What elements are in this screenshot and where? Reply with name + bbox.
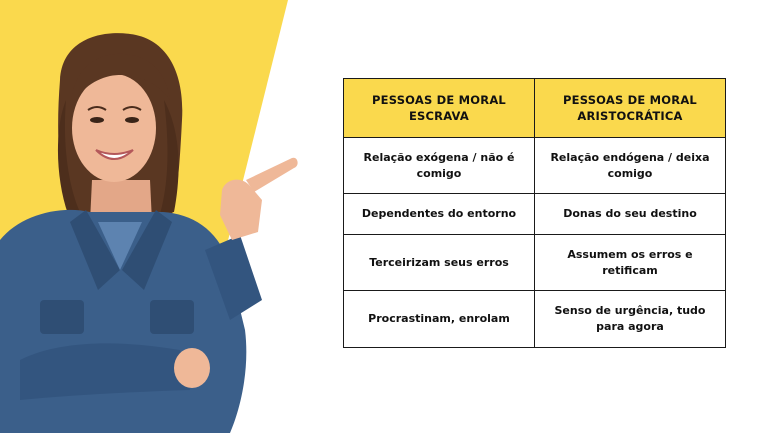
table-cell: Donas do seu destino xyxy=(535,194,726,235)
header-aristocratic-morality: PESSOAS DE MORAL ARISTOCRÁTICA xyxy=(535,79,726,138)
header-slave-morality: PESSOAS DE MORAL ESCRAVA xyxy=(344,79,535,138)
table-row xyxy=(344,235,726,291)
table-row xyxy=(344,291,726,348)
table-cell: Relação exógena / não é comigo xyxy=(344,138,535,194)
table-row xyxy=(344,138,726,194)
table-cell: Relação endógena / deixa comigo xyxy=(535,138,726,194)
table-cell: Procrastinam, enrolam xyxy=(344,291,535,348)
comparison-table xyxy=(343,78,726,348)
table-row xyxy=(344,194,726,235)
table-header-row xyxy=(344,79,726,138)
table-cell: Terceirizam seus erros xyxy=(344,235,535,291)
table-cell: Assumem os erros e retificam xyxy=(535,235,726,291)
table-cell: Senso de urgência, tudo para agora xyxy=(535,291,726,348)
woman-pointing-illustration xyxy=(0,0,330,433)
table-cell: Dependentes do entorno xyxy=(344,194,535,235)
